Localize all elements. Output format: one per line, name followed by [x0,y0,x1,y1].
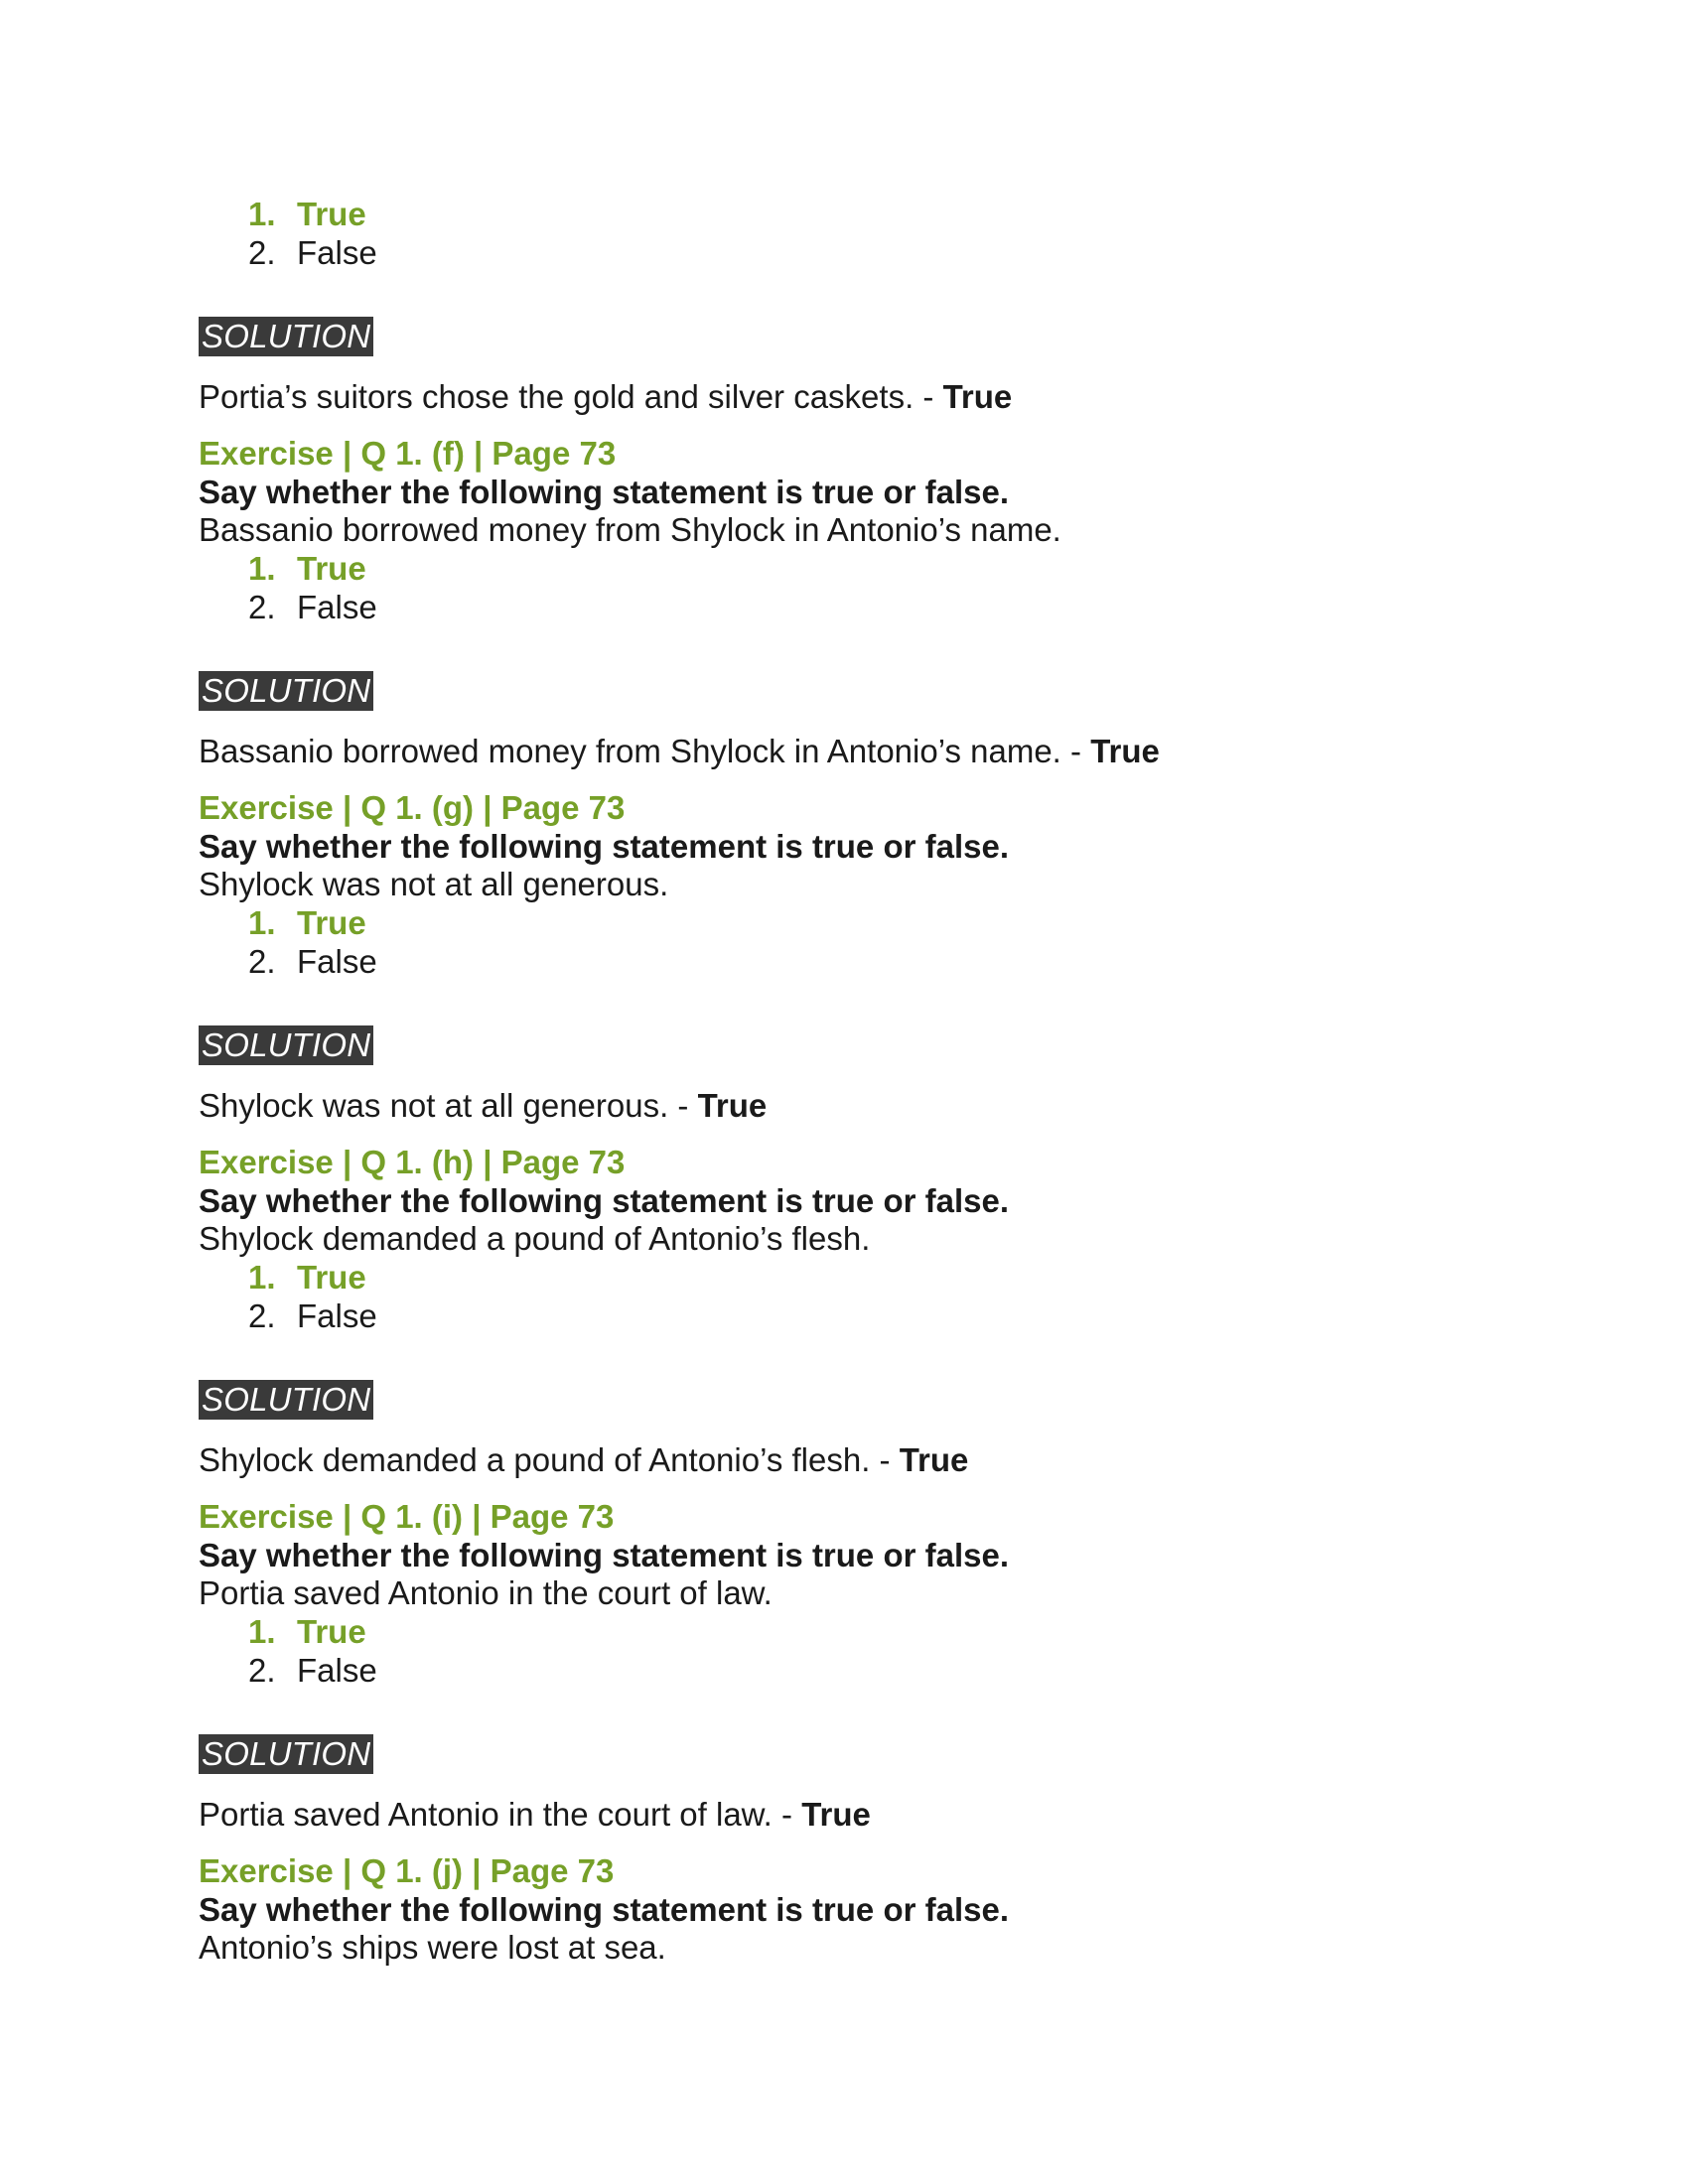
exercise-statement: Portia saved Antonio in the court of law. [199,1574,773,1611]
option-label: False [297,943,377,980]
exercise-block [199,1851,1489,1967]
solution-dash: - [922,378,943,415]
exercise-block [199,788,1489,981]
option-false [199,942,1489,981]
solution-block [199,1335,1489,1480]
option-true-correct [199,903,1489,942]
solution-answer: True [1090,733,1160,769]
option-false [199,588,1489,626]
solution-dash: - [668,1087,698,1124]
option-number: 1. [248,550,276,587]
solution-statement: Shylock was not at all generous. [199,1087,669,1124]
option-label: True [297,1259,366,1296]
exercise-statement: Bassanio borrowed money from Shylock in Antonio’s name. [199,511,1061,548]
solution-answer: True [942,378,1013,415]
option-number: 2. [248,589,276,625]
option-false [199,1651,1489,1690]
solution-answer: True [697,1087,768,1124]
option-false [199,233,1489,272]
option-label: False [297,589,377,625]
solution-text [199,1086,1489,1126]
option-true-correct [199,1612,1489,1651]
option-label: True [297,904,366,941]
exercise-title: Exercise | Q 1. (h) | Page 73 [199,1144,626,1180]
solution-text [199,1795,1489,1835]
option-number: 1. [248,196,276,232]
solution-statement: Bassanio borrowed money from Shylock in Antonio’s name. [199,733,1061,769]
exercise-prompt: Say whether the following statement is true or false. [199,1182,1010,1219]
option-number: 1. [248,1613,276,1650]
exercise-block [199,1143,1489,1335]
solution-text [199,377,1489,417]
option-number: 2. [248,1297,276,1334]
solution-dash: - [1060,733,1091,769]
exercise-statement: Shylock demanded a pound of Antonio’s flesh. [199,1220,871,1257]
exercise-prompt: Say whether the following statement is true or false. [199,828,1010,865]
option-true-correct [199,549,1489,588]
solution-statement: Portia’s suitors chose the gold and silver caskets. [199,378,923,415]
option-label: True [297,550,366,587]
solution-block [199,1690,1489,1835]
document-body [199,195,1489,1967]
exercise-statement: Shylock was not at all generous. [199,866,669,902]
exercise-title: Exercise | Q 1. (i) | Page 73 [199,1498,615,1535]
solution-answer: True [899,1441,969,1478]
exercise-title: Exercise | Q 1. (j) | Page 73 [199,1852,615,1889]
exercise-block [199,434,1489,626]
option-number: 2. [248,1652,276,1689]
exercise-prompt: Say whether the following statement is true or false. [199,474,1010,510]
option-label: False [297,1652,377,1689]
solution-statement: Portia saved Antonio in the court of law. [199,1796,773,1833]
option-true-correct [199,1258,1489,1297]
option-false [199,1297,1489,1335]
solution-label: SOLUTION [199,1734,373,1774]
solution-label: SOLUTION [199,1380,373,1420]
option-number: 2. [248,943,276,980]
solution-dash: - [870,1441,900,1478]
option-label: True [297,1613,366,1650]
solution-text [199,1440,1489,1480]
option-number: 1. [248,1259,276,1296]
option-number: 1. [248,904,276,941]
exercise-title: Exercise | Q 1. (g) | Page 73 [199,789,626,826]
solution-block [199,272,1489,417]
solution-block [199,626,1489,771]
exercise-prompt: Say whether the following statement is true or false. [199,1891,1010,1928]
solution-label: SOLUTION [199,1025,373,1065]
exercise-prompt: Say whether the following statement is true or false. [199,1537,1010,1573]
solution-answer: True [801,1796,871,1833]
option-number: 2. [248,234,276,271]
option-label: False [297,1297,377,1334]
solution-label: SOLUTION [199,671,373,711]
solution-label: SOLUTION [199,317,373,356]
solution-block [199,981,1489,1126]
option-label: False [297,234,377,271]
solution-text [199,732,1489,771]
solution-dash: - [772,1796,802,1833]
option-label: True [297,196,366,232]
exercise-block [199,1497,1489,1690]
solution-statement: Shylock demanded a pound of Antonio’s flesh. [199,1441,871,1478]
exercise-statement: Antonio’s ships were lost at sea. [199,1929,666,1966]
option-true-correct [199,195,1489,233]
exercise-title: Exercise | Q 1. (f) | Page 73 [199,435,617,472]
